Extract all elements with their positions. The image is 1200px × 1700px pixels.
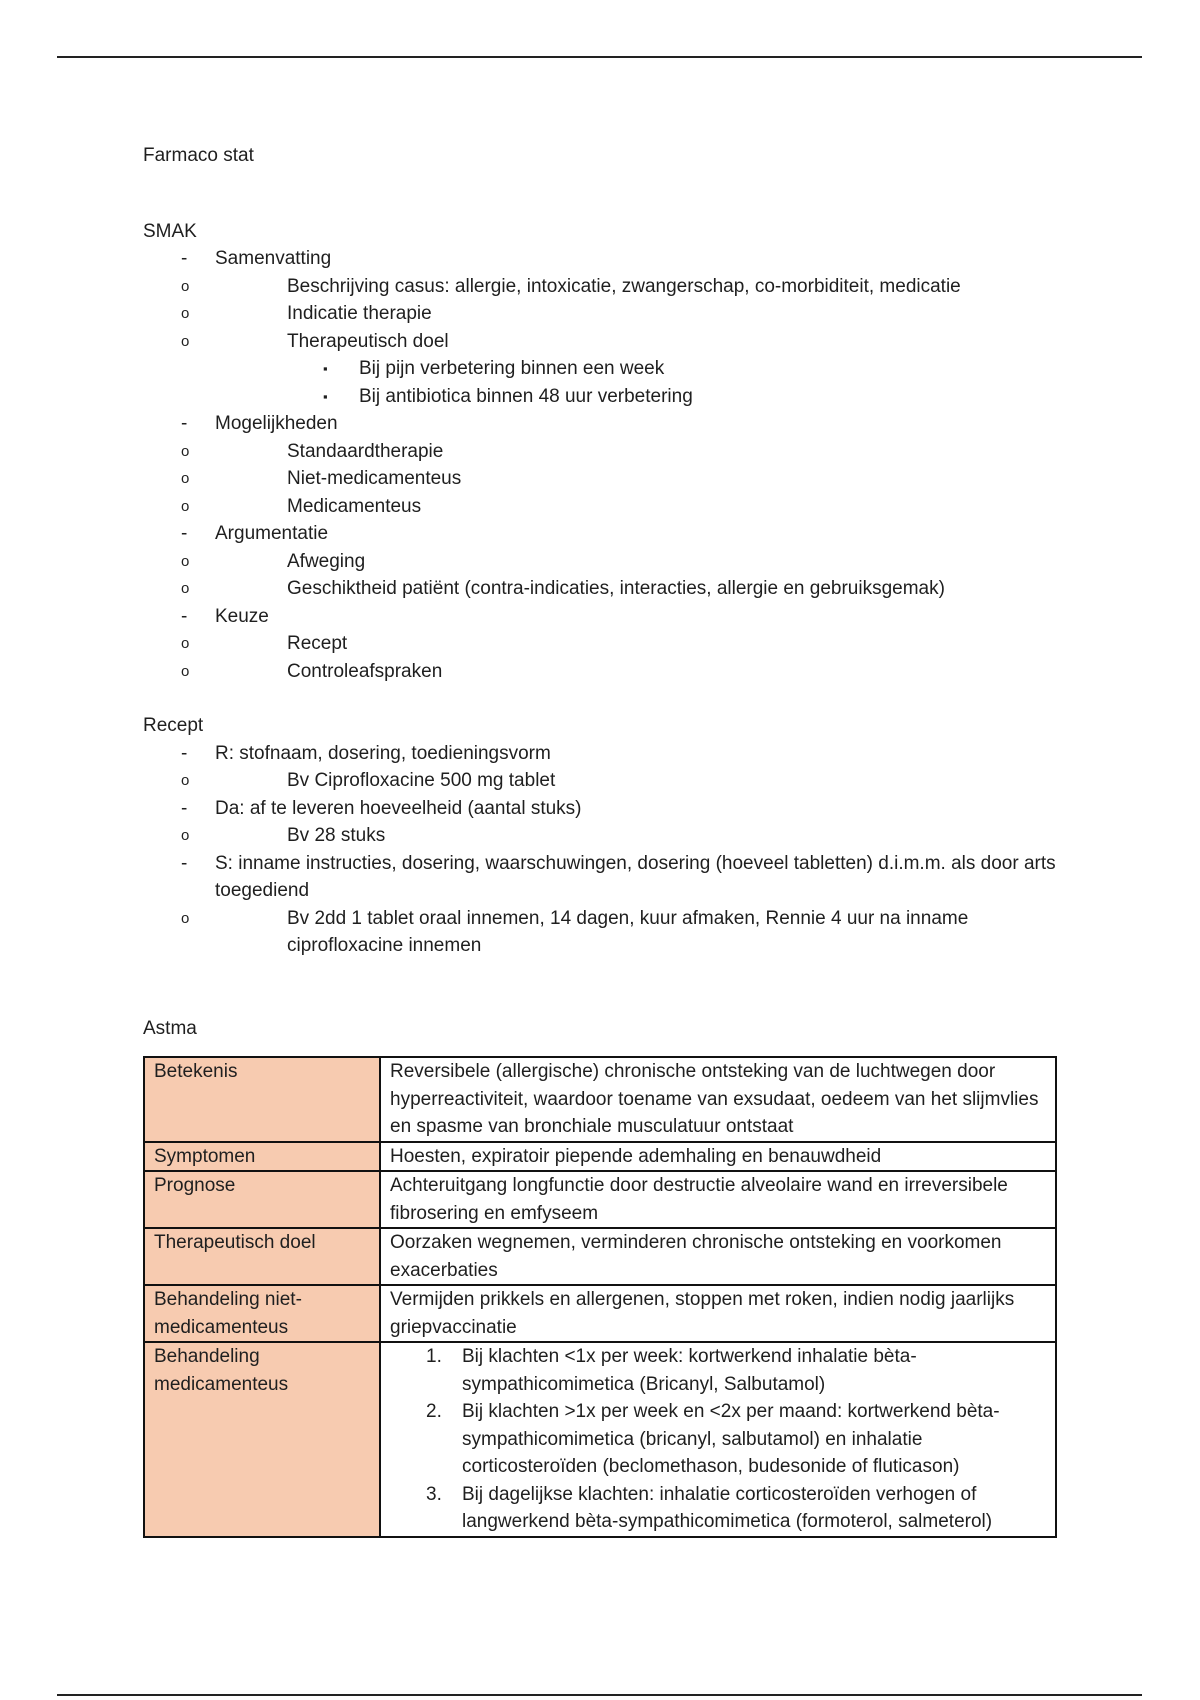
list-item bbox=[143, 740, 1063, 795]
square-bullet: ▪ bbox=[323, 388, 328, 404]
sub-list-item-label: Standaardtherapie bbox=[287, 440, 444, 462]
sub-list-item bbox=[181, 465, 1063, 493]
circle-bullet: o bbox=[181, 662, 190, 680]
dash-bullet: - bbox=[181, 797, 188, 819]
sub-list-item bbox=[181, 493, 1063, 521]
circle-bullet: o bbox=[181, 332, 190, 350]
list-item bbox=[143, 410, 1063, 520]
sub-list-item-label: Niet-medicamenteus bbox=[287, 468, 462, 489]
treatment-step bbox=[390, 1398, 1045, 1481]
table-row bbox=[144, 1228, 1056, 1285]
sub-list-item-label: Controleafspraken bbox=[287, 660, 443, 682]
table-row-label: Behandeling niet-medicamenteus bbox=[144, 1285, 380, 1342]
sub-list-item-label: Bv 2dd 1 tablet oraal innemen, 14 dagen, kuur afmaken, Rennie 4 uur na inname ciprofloxacine innemen bbox=[287, 907, 969, 956]
square-bullet: ▪ bbox=[323, 361, 328, 376]
sub-list bbox=[181, 438, 1063, 521]
sub-list-item bbox=[181, 822, 1063, 850]
circle-bullet: o bbox=[181, 827, 190, 844]
sub-list bbox=[181, 548, 1063, 603]
sub-list-item-label: Indicatie therapie bbox=[287, 303, 432, 324]
list-item bbox=[143, 795, 1063, 850]
smak-heading: SMAK bbox=[143, 220, 197, 242]
sub-sub-list bbox=[287, 355, 1063, 410]
circle-bullet: o bbox=[181, 277, 190, 295]
circle-bullet: o bbox=[181, 497, 190, 515]
list-item bbox=[143, 245, 1063, 410]
step-number: 3. bbox=[426, 1483, 442, 1505]
recept-list bbox=[143, 740, 1063, 960]
table-row-value: Vermijden prikkels en allergenen, stoppen met roken, indien nodig jaarlijks griepvaccinatie bbox=[380, 1285, 1056, 1342]
table-row-value: Reversibele (allergische) chronische ontsteking van de luchtwegen door hyperreactiviteit, waardoor toename van exsudaat, oedeem van het slijmvlies en spasme van bronchiale musculatuur ontstaat bbox=[380, 1057, 1056, 1142]
sub-list-item bbox=[181, 328, 1063, 411]
list-item bbox=[143, 520, 1063, 603]
list-item-label: S: inname instructies, dosering, waarschuwingen, dosering (hoeveel tabletten) d.i.m.m. als door arts toegediend bbox=[215, 852, 1056, 901]
list-item-label: R: stofnaam, dosering, toedieningsvorm bbox=[215, 742, 551, 764]
sub-list-item-label: Geschiktheid patiënt (contra-indicaties, interacties, allergie en gebruiksgemak) bbox=[287, 578, 945, 599]
sub-list-item-label: Recept bbox=[287, 633, 348, 654]
sub-sub-list-item bbox=[287, 383, 1063, 411]
sub-list-item bbox=[181, 630, 1063, 658]
step-number: 1. bbox=[426, 1346, 442, 1367]
page-header-rule bbox=[57, 56, 1142, 58]
document-body bbox=[143, 142, 1063, 1538]
page-footer-rule bbox=[57, 1694, 1142, 1696]
step-number: 2. bbox=[426, 1401, 442, 1422]
sub-list-item bbox=[181, 575, 1063, 603]
dash-bullet: - bbox=[181, 523, 188, 544]
step-text: Bij klachten <1x per week: kortwerkend inhalatie bèta-sympathicomimetica (Bricanyl, Salbutamol) bbox=[462, 1346, 917, 1395]
list-item-label: Keuze bbox=[215, 605, 269, 627]
list-item-label: Da: af te leveren hoeveelheid (aantal stuks) bbox=[215, 797, 582, 819]
sub-list-item bbox=[181, 658, 1063, 686]
dash-bullet: - bbox=[181, 742, 188, 764]
sub-list-item-label: Beschrijving casus: allergie, intoxicatie, zwangerschap, co-morbiditeit, medicatie bbox=[287, 275, 961, 297]
step-text: Bij klachten >1x per week en <2x per maand: kortwerkend bèta-sympathicomimetica (bricanyl, salbutamol) en inhalatie corticosteroïden (beclomethason, budesonide of fluticason) bbox=[462, 1401, 1000, 1477]
list-item bbox=[143, 603, 1063, 686]
sub-list bbox=[181, 905, 1063, 960]
table-row-label: Therapeutisch doel bbox=[144, 1228, 380, 1285]
sub-list-item-label: Therapeutisch doel bbox=[287, 330, 449, 352]
sub-list-item bbox=[181, 767, 1063, 795]
sub-list bbox=[181, 822, 1063, 850]
sub-list-item bbox=[181, 438, 1063, 466]
sub-list-item bbox=[181, 273, 1063, 301]
circle-bullet: o bbox=[181, 552, 190, 570]
table-row bbox=[144, 1057, 1056, 1142]
step-text: Bij dagelijkse klachten: inhalatie corticosteroïden verhogen of langwerkend bèta-sympathicomimetica (formoterol, salmeterol) bbox=[462, 1483, 993, 1532]
circle-bullet: o bbox=[181, 470, 190, 487]
sub-list-item-label: Bv 28 stuks bbox=[287, 825, 386, 846]
table-row-value: Achteruitgang longfunctie door destructie alveolaire wand en irreversibele fibrosering en emfyseem bbox=[380, 1171, 1056, 1228]
sub-list bbox=[181, 767, 1063, 795]
document-title: Farmaco stat bbox=[143, 145, 254, 166]
table-row-label: Behandeling medicamenteus bbox=[144, 1342, 380, 1537]
astma-heading: Astma bbox=[143, 1017, 197, 1039]
table-row-label: Symptomen bbox=[144, 1142, 380, 1172]
treatment-step bbox=[390, 1481, 1045, 1536]
dash-bullet: - bbox=[181, 852, 188, 874]
sub-list-item bbox=[181, 548, 1063, 576]
dash-bullet: - bbox=[181, 605, 188, 627]
table-row-value bbox=[380, 1342, 1056, 1537]
circle-bullet: o bbox=[181, 442, 190, 460]
table-row-label: Betekenis bbox=[144, 1057, 380, 1142]
sub-sub-list-item-label: Bij antibiotica binnen 48 uur verbetering bbox=[359, 385, 693, 407]
sub-list bbox=[181, 273, 1063, 411]
sub-sub-list-item bbox=[287, 355, 1063, 383]
dash-bullet: - bbox=[181, 248, 188, 269]
circle-bullet: o bbox=[181, 635, 190, 652]
treatment-step bbox=[390, 1343, 1045, 1398]
circle-bullet: o bbox=[181, 909, 190, 927]
sub-list-item bbox=[181, 905, 1063, 960]
sub-sub-list-item-label: Bij pijn verbetering binnen een week bbox=[359, 358, 665, 379]
table-row bbox=[144, 1142, 1056, 1172]
table-row-value: Hoesten, expiratoir piepende ademhaling en benauwdheid bbox=[380, 1142, 1056, 1172]
table-row bbox=[144, 1171, 1056, 1228]
recept-heading: Recept bbox=[143, 715, 204, 736]
dash-bullet: - bbox=[181, 413, 188, 434]
circle-bullet: o bbox=[181, 772, 190, 789]
smak-list bbox=[143, 245, 1063, 685]
list-item-label: Mogelijkheden bbox=[215, 413, 338, 434]
table-row-label: Prognose bbox=[144, 1171, 380, 1228]
table-row bbox=[144, 1285, 1056, 1342]
treatment-steps bbox=[390, 1343, 1045, 1536]
table-row-value: Oorzaken wegnemen, verminderen chronische ontsteking en voorkomen exacerbaties bbox=[380, 1228, 1056, 1285]
sub-list bbox=[181, 630, 1063, 685]
list-item-label: Samenvatting bbox=[215, 248, 332, 269]
sub-list-item-label: Medicamenteus bbox=[287, 495, 422, 517]
circle-bullet: o bbox=[181, 305, 190, 322]
table-row bbox=[144, 1342, 1056, 1537]
sub-list-item-label: Afweging bbox=[287, 550, 366, 572]
sub-list-item bbox=[181, 300, 1063, 328]
astma-table bbox=[143, 1056, 1057, 1538]
circle-bullet: o bbox=[181, 580, 190, 597]
sub-list-item-label: Bv Ciprofloxacine 500 mg tablet bbox=[287, 770, 556, 791]
list-item bbox=[143, 850, 1063, 960]
list-item-label: Argumentatie bbox=[215, 523, 329, 544]
